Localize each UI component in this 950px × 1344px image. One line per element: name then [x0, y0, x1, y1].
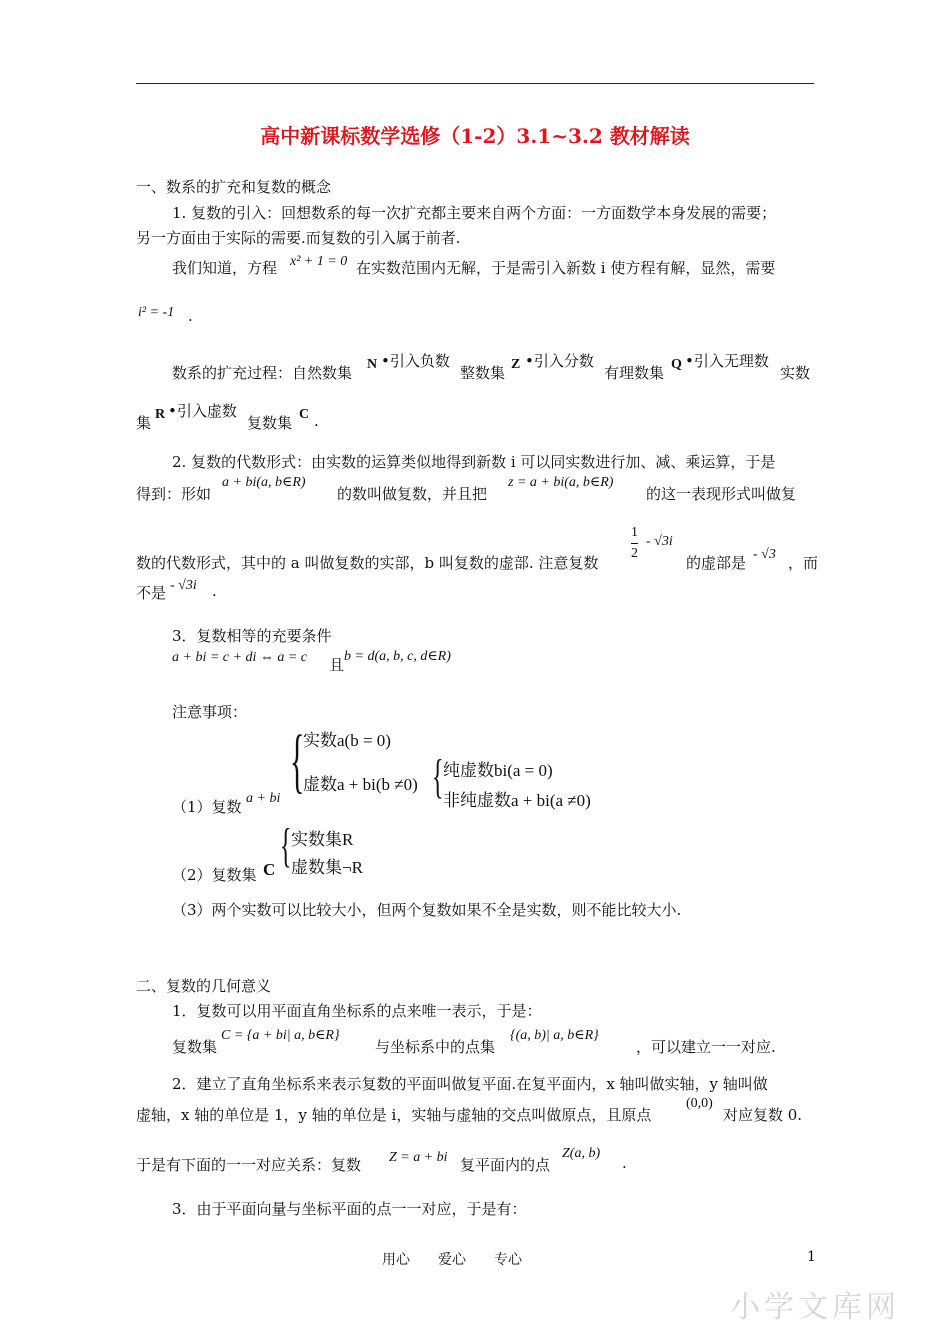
paragraph-text: 不是	[136, 584, 167, 602]
equation: a + bi = c + di ⇔ a = c	[172, 650, 307, 665]
equation: b = d(a, b, c, d∈R)	[344, 649, 451, 664]
paragraph-text: 集	[136, 414, 152, 432]
paragraph-text: 得到：形如	[136, 485, 212, 503]
paragraph-line: 另一方面由于实际的需要.而复数的引入属于前者.	[136, 229, 461, 247]
set-symbol: Q	[671, 357, 682, 372]
section2-heading: 二、复数的几何意义	[136, 977, 272, 995]
equation: a + bi	[246, 791, 281, 806]
paragraph-line: 3．由于平面向量与坐标平面的点一一对应，于是有：	[172, 1200, 527, 1218]
paragraph-text: 且	[329, 656, 345, 674]
branch-real-set: 实数集R	[291, 830, 354, 849]
subheading: 3．复数相等的充要条件	[172, 627, 332, 645]
header-rule	[136, 83, 814, 84]
paragraph-text: 数的代数形式，其中的 a 叫做复数的实部，b 叫复数的虚部. 注意复数	[136, 554, 599, 572]
equation: - √3i	[170, 578, 197, 593]
arrow-label: •引入分数	[525, 352, 594, 370]
period: .	[622, 1154, 627, 1172]
equation: - √3i	[646, 534, 673, 549]
paragraph-text: 我们知道，方程	[172, 259, 278, 277]
arrow-label-text: 引入负数	[389, 352, 450, 370]
branch-real: 实数a(b = 0)	[303, 731, 391, 750]
paragraph-line: 2. 复数的代数形式：由实数的运算类似地得到新数 i 可以同实数进行加、减、乘运算，于是	[172, 453, 776, 471]
arrow-label-text: 引入虚数	[176, 402, 237, 420]
paragraph-text: 有理数集	[604, 364, 665, 382]
fraction-numerator: 1	[631, 523, 638, 544]
equation: a + bi(a, b∈R)	[222, 475, 306, 490]
equation: Z(a, b)	[562, 1146, 601, 1161]
arrow-label: •引入虚数	[168, 402, 237, 420]
paragraph-text: 实数	[780, 364, 811, 382]
equation: Z = a + bi	[389, 1150, 448, 1165]
set-symbol: R	[155, 407, 166, 422]
arrow-label-text: 引入分数	[533, 352, 594, 370]
page-number: 1	[807, 1249, 816, 1265]
arrow-label: •引入负数	[381, 352, 450, 370]
paragraph-text: ，而	[788, 554, 819, 572]
brace-icon: {	[432, 752, 444, 804]
paragraph-line: 1．复数可以用平面直角坐标系的点来唯一表示，于是：	[172, 1002, 542, 1020]
paragraph-text: 的这一表现形式叫做复	[646, 485, 797, 503]
note-line: （3）两个实数可以比较大小，但两个复数如果不全是实数，则不能比较大小.	[172, 901, 682, 919]
equation: z = a + bi(a, b∈R)	[508, 475, 614, 490]
equation: x² + 1 = 0	[290, 254, 348, 269]
equation: i² = -1	[138, 305, 175, 320]
set-symbol: C	[263, 860, 276, 879]
paragraph-text: 的数叫做复数，并且把	[337, 485, 488, 503]
paragraph-text: 复数集	[172, 1038, 218, 1056]
notes-label: 注意事项：	[172, 703, 248, 721]
set-symbol: C	[299, 407, 310, 422]
set-expression: C = {a + bi| a, b∈R}	[221, 1028, 340, 1043]
note-label: （1）复数	[172, 798, 242, 816]
paragraph-text: 整数集	[460, 364, 506, 382]
fraction-denominator: 2	[631, 546, 638, 561]
branch-nonpure-imag: 非纯虚数a + bi(a ≠0)	[443, 791, 591, 810]
paragraph-text: 与坐标系中的点集	[375, 1038, 496, 1056]
branch-pure-imag: 纯虚数bi(a = 0)	[443, 761, 553, 780]
fraction	[631, 523, 638, 564]
set-symbol: Z	[511, 357, 521, 372]
note-label: （2）复数集	[172, 866, 257, 884]
paragraph-text: ，可以建立一一对应.	[636, 1038, 776, 1056]
paragraph-text: 虚轴，x 轴的单位是 1，y 轴的单位是 i，实轴与虚轴的交点叫做原点，且原点	[136, 1106, 652, 1124]
paragraph-text: 对应复数 0.	[723, 1106, 803, 1124]
footer-motto: 用心 爱心 专心	[382, 1252, 522, 1268]
brace-icon: {	[290, 722, 305, 802]
period: .	[314, 412, 319, 430]
paragraph-text: 于是有下面的一一对应关系：复数	[136, 1156, 362, 1174]
branch-imag: 虚数a + bi(b ≠0)	[303, 775, 418, 794]
set-symbol: N	[367, 357, 378, 372]
paragraph-text: 在实数范围内无解，于是需引入新数 i 使方程有解，显然，需要	[356, 259, 776, 277]
equation: (0,0)	[686, 1096, 713, 1111]
paragraph-text: 复平面内的点	[460, 1156, 551, 1174]
paragraph-text: 的虚部是	[686, 554, 747, 572]
period: .	[212, 582, 217, 600]
arrow-label: •引入无理数	[685, 352, 769, 370]
page-title: 高中新课标数学选修（1-2）3.1~3.2 教材解读	[260, 124, 690, 148]
branch-imag-set: 虚数集¬R	[291, 858, 363, 877]
set-expression: {(a, b)| a, b∈R}	[510, 1028, 599, 1043]
watermark: 小学文库网	[730, 1290, 900, 1325]
arrow-label-text: 引入无理数	[693, 352, 769, 370]
paragraph-text: 数系的扩充过程：自然数集	[172, 364, 353, 382]
equation: - √3	[753, 547, 776, 562]
section1-heading: 一、数系的扩充和复数的概念	[136, 178, 332, 196]
paragraph-line: 2．建立了直角坐标系来表示复数的平面叫做复平面.在复平面内，x 轴叫做实轴，y 轴叫做	[172, 1075, 768, 1093]
period: .	[188, 307, 193, 325]
paragraph-text: 复数集	[247, 414, 293, 432]
brace-icon: {	[280, 821, 292, 873]
paragraph-line: 1. 复数的引入：回想数系的每一次扩充都主要来自两个方面：一方面数学本身发展的需要；	[172, 204, 777, 222]
